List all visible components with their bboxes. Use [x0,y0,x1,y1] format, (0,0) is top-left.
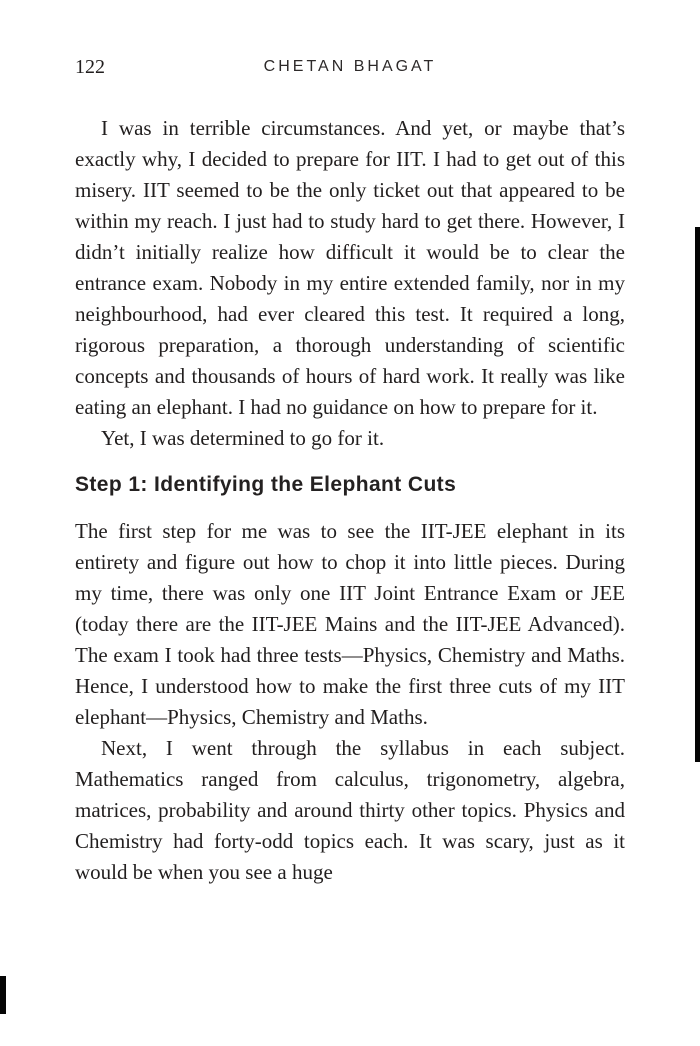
page-number: 122 [75,56,105,78]
running-title: CHETAN BHAGAT [263,58,437,75]
scan-artifact-bottom-left [0,976,6,1014]
page-header [75,54,625,80]
section-heading: Step 1: Identifying the Elephant Cuts [75,473,457,496]
body-paragraph: Next, I went through the syllabus in each subject. Mathematics ranged from calculus, trigonometry, algebra, matrices, probability and around thirty other topics. Physics and Chemistry had forty-odd topics each. It was scary, just as it would be when you see a huge [75,736,625,884]
body-paragraph: Yet, I was determined to go for it. [101,426,385,450]
page-content [75,113,625,888]
body-paragraph: The first step for me was to see the IIT-JEE elephant in its entirety and figure out how to chop it into little pieces. During my time, there was only one IIT Joint Entrance Exam or JEE (today there are the IIT-JEE Mains and the IIT-JEE Advanced). The exam I took had three tests—Physics, Chemistry and Maths. Hence, I understood how to make the first three cuts of my IIT elephant—Physics, Chemistry and Maths. [75,519,625,729]
body-paragraph: I was in terrible circumstances. And yet, or maybe that’s exactly why, I decided to prepare for IIT. I had to get out of this misery. IIT seemed to be the only ticket out that appeared to be within my reach. I just had to study hard to get there. However, I didn’t initially realize how difficult it would be to clear the entrance exam. Nobody in my entire extended family, nor in my neighbourhood, had ever cleared this test. It required a long, rigorous preparation, a thorough understanding of scientific concepts and thousands of hours of hard work. It really was like eating an elephant. I had no guidance on how to prepare for it. [75,116,625,419]
scan-artifact-right-edge [695,227,700,762]
